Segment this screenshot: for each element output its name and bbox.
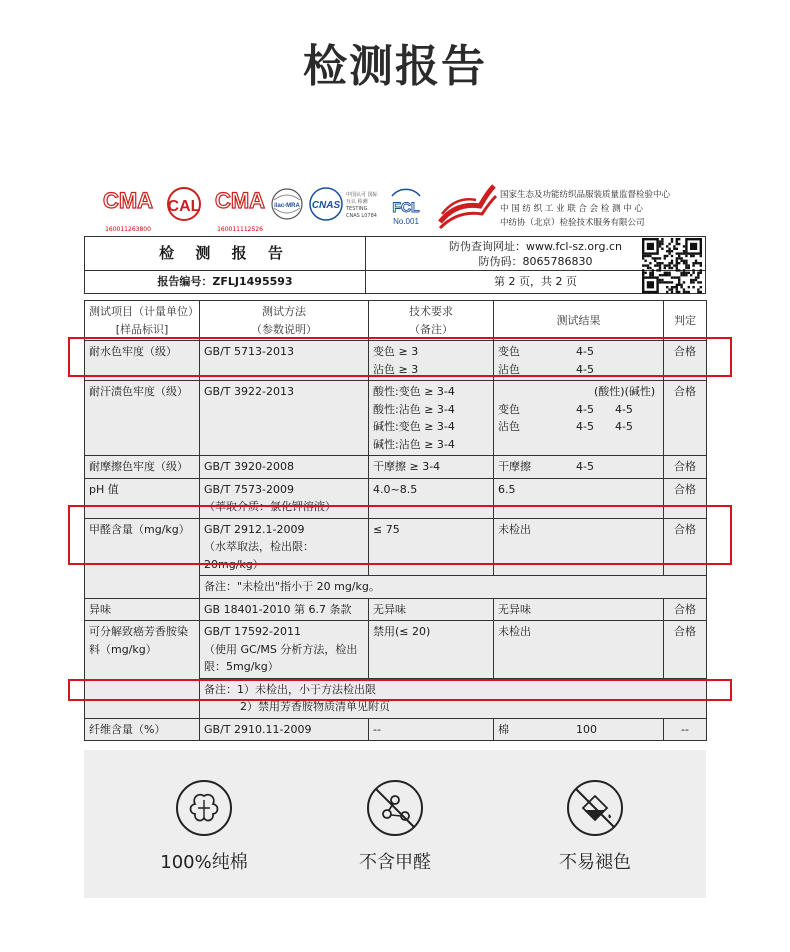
- row-result: 未检出: [494, 621, 664, 679]
- page-info: 第 2 页，共 2 页: [365, 270, 706, 294]
- table-row: [85, 381, 707, 456]
- row-item: pH 值: [85, 478, 200, 518]
- row-requirement: 禁用(≤ 20): [369, 621, 494, 679]
- highlight-water-fastness: [68, 337, 732, 377]
- svg-text:No.001: No.001: [393, 217, 419, 226]
- row-requirement: 酸性:变色 ≥ 3-4 酸性:沾色 ≥ 3-4 碱性:变色 ≥ 3-4 碱性:沾色 ≥ 3-4: [369, 381, 494, 456]
- svg-text:CNAS: CNAS: [311, 200, 341, 211]
- row-item: 耐水色牢度（级）: [85, 341, 200, 381]
- row-result: 无异味: [494, 598, 664, 621]
- row-verdict: 合格: [664, 478, 707, 518]
- header-result: 测试结果: [494, 301, 664, 341]
- row-verdict: 合格: [664, 341, 707, 381]
- header-method: 测试方法 （参数说明）: [200, 301, 369, 341]
- row-method: GB/T 5713-2013: [200, 341, 369, 381]
- org-line-2: 中 国 纺 织 工 业 联 合 会 检 测 中 心: [500, 204, 643, 214]
- row-requirement: 变色 ≥ 3 沾色 ≥ 3: [369, 341, 494, 381]
- feature-label: 100%纯棉: [160, 852, 248, 873]
- feature-no-formaldehyde: [330, 778, 460, 874]
- svg-text:CMA: CMA: [102, 188, 154, 213]
- table-row: [85, 621, 707, 679]
- anti-fake-url: 防伪查询网址：www.fcl-sz.org.cn: [449, 240, 622, 253]
- cotton-icon: [174, 778, 234, 838]
- row-item: 甲醛含量（mg/kg）: [85, 518, 200, 598]
- cma-logo-1: [100, 186, 156, 233]
- ilac-mra-logo: [270, 186, 304, 230]
- row-item: 纤维含量（%）: [85, 718, 200, 741]
- row-requirement: 干摩擦 ≥ 3-4: [369, 456, 494, 479]
- row-note: 备注："未检出"指小于 20 mg/kg。: [200, 576, 707, 599]
- table-row: [85, 718, 707, 741]
- row-requirement: 4.0~8.5: [369, 478, 494, 518]
- features-panel: [84, 750, 706, 898]
- row-requirement: ≤ 75: [369, 518, 494, 576]
- table-header-row: [85, 301, 707, 341]
- feature-label: 不易褪色: [559, 852, 631, 873]
- testing-mark: 中国认可 国际互认 检测 TESTING CNAS L0784: [346, 192, 378, 219]
- row-method: GB/T 3920-2008: [200, 456, 369, 479]
- row-result: 棉 100: [494, 718, 664, 741]
- feature-label: 不含甲醛: [359, 852, 431, 873]
- row-item: 可分解致癌芳香胺染料（mg/kg）: [85, 621, 200, 719]
- row-verdict: 合格: [664, 518, 707, 576]
- svg-text:ilac-MRA: ilac-MRA: [274, 203, 300, 209]
- row-verdict: 合格: [664, 381, 707, 456]
- row-item: 耐汗渍色牢度（级）: [85, 381, 200, 456]
- row-result: 干摩擦 4-5: [494, 456, 664, 479]
- qr-code: [642, 238, 702, 294]
- cma-number-2: 160011112526: [217, 226, 263, 233]
- cma-logo-2: [212, 186, 268, 233]
- highlight-fiber-content: [68, 679, 732, 701]
- row-result: (酸性)(碱性) 变色 4-5 4-5 沾色 4-5 4-5: [494, 381, 664, 456]
- row-method: GB/T 3922-2013: [200, 381, 369, 456]
- row-verdict: --: [664, 718, 707, 741]
- org-line-1: 国家生态及功能纺织品服装质量监督检验中心: [500, 190, 671, 200]
- row-method: GB/T 7573-2009 （萃取介质：氯化钾溶液）: [200, 478, 369, 518]
- ribbon-logo: [436, 182, 498, 234]
- row-method: GB/T 2912.1-2009 （水萃取法，检出限：20mg/kg）: [200, 518, 369, 576]
- header-item: 测试项目（计量单位） [样品标识]: [85, 301, 200, 341]
- no-formaldehyde-icon: [365, 778, 425, 838]
- report-title: 检 测 报 告: [84, 236, 366, 271]
- row-verdict: 合格: [664, 598, 707, 621]
- row-method: GB/T 17592-2011 （使用 GC/MS 分析方法，检出限：5mg/kg）: [200, 621, 369, 679]
- header-verdict: 判定: [664, 301, 707, 341]
- row-requirement: --: [369, 718, 494, 741]
- row-method: GB/T 2910.11-2009: [200, 718, 369, 741]
- table-row: [85, 456, 707, 479]
- cnas-logo: [304, 186, 348, 230]
- row-item: 耐摩擦色牢度（级）: [85, 456, 200, 479]
- report-header: [84, 236, 706, 296]
- report-number: 报告编号：ZFLJ1495593: [84, 270, 366, 294]
- anti-fake-code: 防伪码：8065786830: [478, 255, 593, 268]
- row-verdict: 合格: [664, 456, 707, 479]
- organization-names: [500, 188, 705, 230]
- row-note: 备注：1）未检出，小于方法检出限 2）禁用芳香胺物质清单见附页: [200, 678, 707, 718]
- feature-cotton: [139, 778, 269, 874]
- header-requirement: 技术要求 （备注）: [369, 301, 494, 341]
- row-item: 异味: [85, 598, 200, 621]
- feature-colorfast: [530, 778, 660, 874]
- svg-text:FCL: FCL: [392, 199, 420, 215]
- page-title: 检测报告: [303, 41, 487, 92]
- row-requirement: 无异味: [369, 598, 494, 621]
- svg-text:CMA: CMA: [214, 188, 266, 213]
- cal-logo: [162, 186, 206, 230]
- svg-text:CAL: CAL: [167, 198, 201, 215]
- highlight-formaldehyde: [68, 505, 732, 565]
- fcl-logo: [384, 186, 428, 234]
- row-method: GB 18401-2010 第 6.7 条款: [200, 598, 369, 621]
- row-result: 未检出: [494, 518, 664, 576]
- cma-number-1: 160011263800: [105, 226, 151, 233]
- colorfast-icon: [565, 778, 625, 838]
- row-result: 变色 4-5 沾色 4-5: [494, 341, 664, 381]
- row-verdict: 合格: [664, 621, 707, 679]
- row-result: 6.5: [494, 478, 664, 518]
- table-row: [85, 598, 707, 621]
- org-line-3: 中纺协（北京）检验技术服务有限公司: [500, 218, 645, 228]
